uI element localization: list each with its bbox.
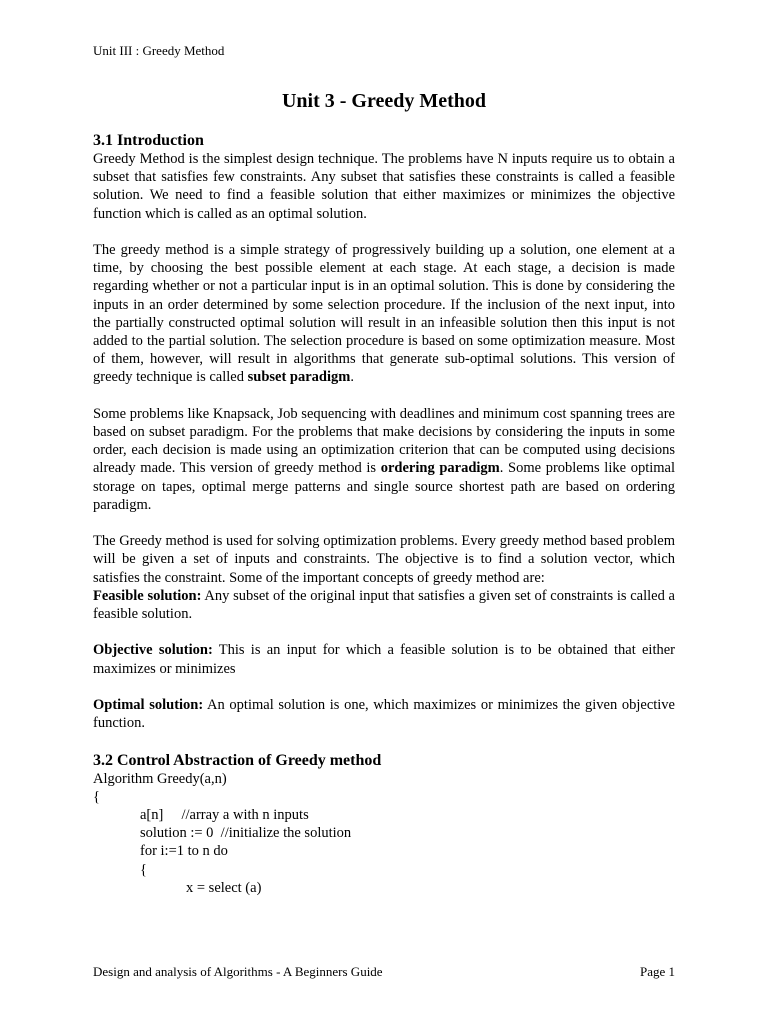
paragraph-end: . (350, 369, 354, 386)
term-ordering-paradigm: ordering paradigm (380, 460, 500, 477)
page-footer (93, 964, 675, 980)
paragraph-intro: Greedy Method is the simplest design technique. The problems have N inputs require us to obtain a subset that satisfies few constraints. Any subset that satisfies these constraints is called a feasible solution. We need to find a feasible solution that either maximizes or minimizes the objective function which is called as an optimal solution. (93, 151, 675, 222)
definition-optimal (93, 696, 675, 732)
page-number: Page 1 (639, 964, 675, 979)
section-heading-control-abstraction: 3.2 Control Abstraction of Greedy method (93, 751, 382, 769)
paragraph-text: The greedy method is a simple strategy of progressively building up a solution, one element at a time, by choosing the best possible element at each stage. At each stage, a decision is made regarding whether or not a particular input is in an optimal solution. This is done by considering the inputs in an order determined by some selection procedure. If the inclusion of the next input, into the partially constructed optimal solution will result in an infeasible solution then this input is not added to the partial solution. The selection procedure is based on some optimization measure. Most of them, however, will result in algorithms that generate sub-optimal solutions. This version of greedy technique is called (93, 242, 675, 386)
code-line: Algorithm Greedy(a,n) (93, 770, 227, 787)
code-line: x = select (a) (186, 879, 262, 896)
paragraph-optimization: The Greedy method is used for solving optimization problems. Every greedy method based problem will be given a set of inputs and constraints. The objective is to find a solution vector, which satisfies the constraint. Some of the important concepts of greedy method are: (93, 533, 675, 586)
term-subset-paradigm: subset paradigm (247, 369, 351, 386)
running-header: Unit III : Greedy Method (93, 43, 225, 58)
definition-feasible (93, 587, 675, 623)
code-line: { (140, 861, 147, 878)
code-line: for i:=1 to n do (140, 843, 228, 860)
term-objective-solution: Objective solution: (93, 642, 213, 659)
code-line: a[n] //array a with n inputs (140, 807, 309, 824)
definition-text: Any subset of the original input that satisfies a given set of constraints is called a feasible solution. (93, 587, 675, 623)
footer-book-title: Design and analysis of Algorithms - A Beginners Guide (93, 964, 383, 979)
definition-objective (93, 641, 675, 677)
section-heading-introduction: 3.1 Introduction (93, 132, 204, 149)
page-title: Unit 3 - Greedy Method (281, 90, 487, 112)
code-line: { (93, 788, 100, 805)
algorithm-listing (93, 770, 675, 897)
term-optimal-solution: Optimal solution: (93, 697, 204, 714)
definition-text: This is an input for which a feasible solution is to be obtained that either maximizes or minimizes (93, 642, 675, 677)
paragraph-greedy-strategy (93, 241, 675, 387)
paragraph-text: Some problems like Knapsack, Job sequencing with deadlines and minimum cost spanning trees are based on subset paradigm. For the problems that make decisions by considering the inputs in some order, each decision is made using an optimization criterion that can be computed using decisions already made. This version of greedy method is (93, 405, 675, 477)
paragraph-end: . Some problems like optimal storage on tapes, optimal merge patterns and single source shortest path are based on ordering paradigm. (93, 460, 675, 513)
code-line: solution := 0 //initialize the solution (140, 825, 352, 842)
paragraph-problems (93, 405, 675, 514)
document-body (93, 131, 675, 897)
definition-text: An optimal solution is one, which maximizes or minimizes the given objective function. (93, 697, 675, 732)
term-feasible-solution: Feasible solution: (93, 587, 202, 604)
